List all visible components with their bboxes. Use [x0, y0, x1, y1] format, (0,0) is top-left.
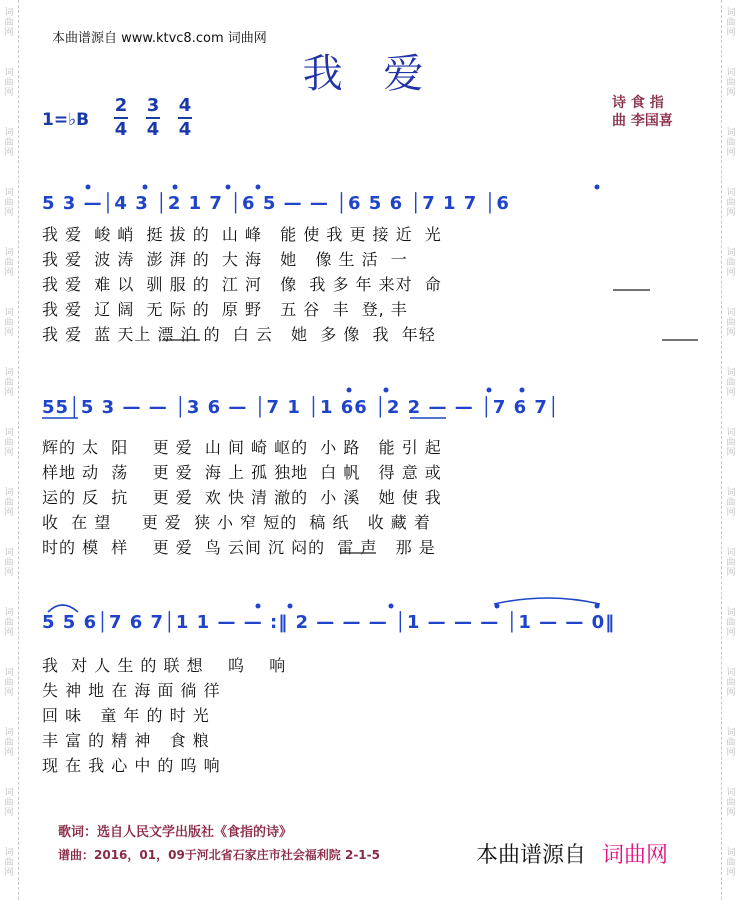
watermark-glyph: 词 曲 网	[726, 128, 736, 158]
composer: 曲 李国喜	[612, 113, 673, 129]
watermark-glyph: 词 曲 网	[726, 848, 736, 878]
brand-highlight: 词曲网	[602, 843, 669, 868]
octave-dot	[389, 604, 394, 609]
octave-dot	[226, 185, 231, 190]
watermark-glyph: 词 曲 网	[4, 788, 14, 818]
lyric-line: 运的 反 抗 更 爱 欢 快 清 澈的 小 溪 她 使 我	[42, 488, 442, 507]
watermark-glyph: 词 曲 网	[4, 428, 14, 458]
slur	[494, 598, 600, 604]
lyric-line: 失 神 地 在 海 面 徜 徉	[42, 681, 221, 700]
octave-dot	[256, 604, 261, 609]
lyric-line: 丰 富 的 精 神 食 粮	[42, 731, 210, 750]
notation-line-1: 5 3 —│4 3 │2 1 7 │6 5 — — │6 5 6 │7 1 7 │6	[42, 193, 510, 214]
octave-dots	[86, 185, 600, 609]
watermark-glyph: 词 曲 网	[4, 68, 14, 98]
octave-dot	[520, 388, 525, 393]
watermark-glyph: 词 曲 网	[4, 308, 14, 338]
lyric-underlines	[163, 290, 698, 553]
lyric-line: 收 在 望 更 爱 狭 小 窄 短的 稿 纸 收 藏 着	[42, 513, 431, 532]
watermark-glyph: 词 曲 网	[4, 248, 14, 278]
lyric-line: 我 爱 峻 峭 挺 拔 的 山 峰 能 使 我 更 接 近 光	[42, 225, 442, 244]
rhythm-underlines	[42, 418, 600, 612]
watermark-glyph: 词 曲 网	[726, 728, 736, 758]
lyric-line: 回 味 童 年 的 时 光	[42, 706, 210, 725]
octave-dot	[256, 185, 261, 190]
octave-dot	[143, 185, 148, 190]
watermark-glyph: 词 曲 网	[4, 728, 14, 758]
lyric-line: 我 爱 辽 阔 无 际 的 原 野 五 谷 丰 登, 丰	[42, 300, 408, 319]
octave-dot	[173, 185, 178, 190]
slur	[48, 605, 78, 612]
lyrics-source: 歌词：选自人民文学出版社《食指的诗》	[58, 825, 293, 840]
watermark-glyph: 词 曲 网	[4, 668, 14, 698]
watermark-glyph: 词 曲 网	[726, 428, 736, 458]
watermark-glyph: 词 曲 网	[4, 188, 14, 218]
watermark-glyph: 词 曲 网	[4, 8, 14, 38]
lyric-line: 我 爱 蓝 天上 漂 泊 的 白 云 她 多 像 我 年轻	[42, 325, 436, 344]
watermark-glyph: 词 曲 网	[4, 548, 14, 578]
watermark-glyph: 词 曲 网	[4, 848, 14, 878]
watermark-glyph: 词 曲 网	[4, 368, 14, 398]
watermark-glyph: 词 曲 网	[726, 548, 736, 578]
lyric-line: 我 爱 波 涛 澎 湃 的 大 海 她 像 生 活 一	[42, 250, 408, 269]
octave-dot	[487, 388, 492, 393]
time-signature-1: 2 4	[114, 95, 128, 140]
watermark-glyph: 词 曲 网	[4, 128, 14, 158]
octave-dot	[288, 604, 293, 609]
lyric-line: 我 对 人 生 的 联 想 呜 响	[42, 656, 287, 675]
lyric-line: 辉的 太 阳 更 爱 山 间 崎 岖的 小 路 能 引 起	[42, 438, 442, 457]
lyric-line: 我 爱 难 以 驯 服 的 江 河 像 我 多 年 来对 命	[42, 275, 442, 294]
watermark-glyph: 词 曲 网	[726, 488, 736, 518]
watermark-glyph: 词 曲 网	[726, 668, 736, 698]
watermark-glyph: 词 曲 网	[726, 248, 736, 278]
score-note: 谱曲：2016，01，09于河北省石家庄市社会福利院 2-1-5	[58, 848, 380, 862]
watermark-glyph: 词 曲 网	[726, 188, 736, 218]
octave-dot	[595, 185, 600, 190]
time-signature-2: 3 4	[146, 95, 160, 140]
watermark-glyph: 词 曲 网	[726, 308, 736, 338]
lyric-line: 样地 动 荡 更 爱 海 上 孤 独地 白 帆 得 意 或	[42, 463, 442, 482]
watermark-glyph: 词 曲 网	[4, 488, 14, 518]
octave-dot	[384, 388, 389, 393]
watermark-glyph: 词 曲 网	[726, 68, 736, 98]
source-line: 本曲谱源自 www.ktvc8.com 词曲网	[52, 31, 267, 46]
octave-dot	[86, 185, 91, 190]
watermark-glyph: 词 曲 网	[726, 368, 736, 398]
notation-line-3: 5 5 6│7 6 7│1 1 — — :‖ 2 — — — │1 — — — │1 — — 0‖	[42, 612, 616, 633]
song-title: 我 爱	[302, 51, 438, 97]
watermark-glyph: 词 曲 网	[726, 8, 736, 38]
time-signature-3: 4 4	[178, 95, 192, 140]
lyric-line: 时的 模 样 更 爱 鸟 云间 沉 闷的 雷 声 那 是	[42, 538, 436, 557]
watermark-glyph: 词 曲 网	[4, 608, 14, 638]
notation-line-2: 55│5 3 — — │3 6 — │7 1 │1 66 │2 2 — — │7 6 7│	[42, 397, 560, 418]
key-signature: 1=♭B	[42, 110, 90, 130]
watermark-glyph: 词 曲 网	[726, 788, 736, 818]
brand-text: 本曲谱源自	[476, 843, 587, 868]
octave-dot	[347, 388, 352, 393]
brand-logo	[476, 838, 668, 869]
watermark-glyph: 词 曲 网	[726, 608, 736, 638]
lyricist: 诗 食 指	[612, 95, 664, 111]
lyric-line: 现 在 我 心 中 的 呜 响	[42, 756, 221, 775]
